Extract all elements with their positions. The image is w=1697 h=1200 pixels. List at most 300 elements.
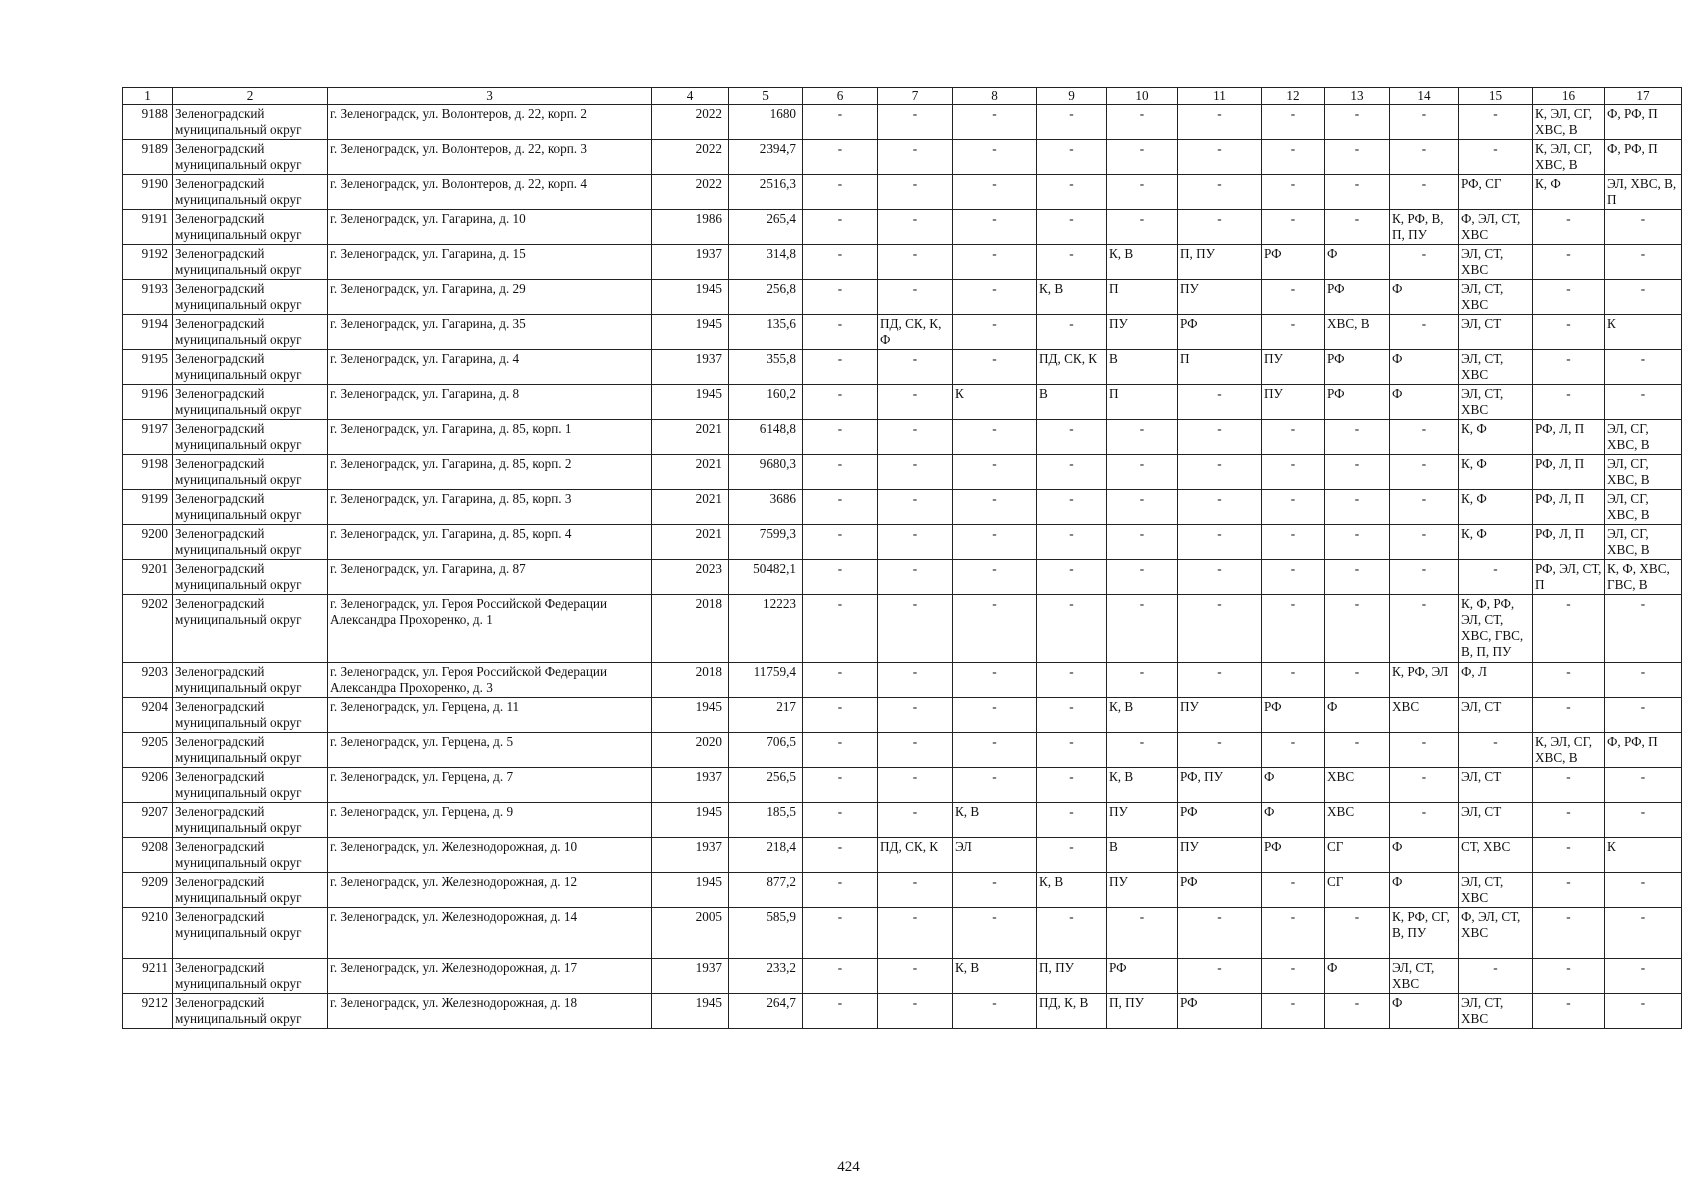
cell-col-13: СГ bbox=[1325, 838, 1390, 873]
cell-col-13: Ф bbox=[1325, 698, 1390, 733]
cell-col-17: К, Ф, ХВС, ГВС, В bbox=[1605, 560, 1682, 595]
cell-col-14: ХВС bbox=[1390, 698, 1459, 733]
cell-col-12: - bbox=[1262, 280, 1325, 315]
cell-col-8: - bbox=[953, 350, 1037, 385]
cell-col-6: - bbox=[803, 873, 878, 908]
cell-col-6: - bbox=[803, 663, 878, 698]
cell-col-17: ЭЛ, СГ, ХВС, В bbox=[1605, 420, 1682, 455]
cell-col-6: - bbox=[803, 908, 878, 959]
cell-col-4: 1945 bbox=[652, 280, 729, 315]
table-row bbox=[123, 959, 1682, 994]
cell-col-17: К bbox=[1605, 838, 1682, 873]
cell-col-9: - bbox=[1037, 175, 1107, 210]
cell-col-5: 2394,7 bbox=[729, 140, 803, 175]
cell-col-5: 12223 bbox=[729, 595, 803, 663]
cell-col-13: ХВС bbox=[1325, 768, 1390, 803]
cell-col-7: - bbox=[878, 175, 953, 210]
cell-col-11: - bbox=[1178, 595, 1262, 663]
cell-col-12: РФ bbox=[1262, 838, 1325, 873]
cell-col-12: Ф bbox=[1262, 768, 1325, 803]
cell-col-14: - bbox=[1390, 245, 1459, 280]
cell-col-11: - bbox=[1178, 560, 1262, 595]
cell-col-1: 9206 bbox=[123, 768, 173, 803]
cell-col-15: - bbox=[1459, 560, 1533, 595]
cell-col-8: - bbox=[953, 175, 1037, 210]
cell-col-17: - bbox=[1605, 350, 1682, 385]
cell-col-3: г. Зеленоградск, ул. Гагарина, д. 15 bbox=[328, 245, 652, 280]
cell-col-9: ПД, СК, К bbox=[1037, 350, 1107, 385]
cell-col-10: - bbox=[1107, 455, 1178, 490]
cell-col-4: 1937 bbox=[652, 245, 729, 280]
table-row bbox=[123, 490, 1682, 525]
cell-col-2: Зеленоградский муниципальный округ bbox=[173, 733, 328, 768]
cell-col-15: ЭЛ, СТ bbox=[1459, 803, 1533, 838]
cell-col-8: - bbox=[953, 245, 1037, 280]
cell-col-9: - bbox=[1037, 838, 1107, 873]
cell-col-14: - bbox=[1390, 490, 1459, 525]
cell-col-17: - bbox=[1605, 768, 1682, 803]
header-cell-10: 10 bbox=[1107, 88, 1178, 105]
cell-col-10: РФ bbox=[1107, 959, 1178, 994]
cell-col-4: 1945 bbox=[652, 698, 729, 733]
cell-col-1: 9193 bbox=[123, 280, 173, 315]
header-cell-7: 7 bbox=[878, 88, 953, 105]
table-row bbox=[123, 455, 1682, 490]
cell-col-9: - bbox=[1037, 490, 1107, 525]
cell-col-11: РФ bbox=[1178, 994, 1262, 1029]
cell-col-15: ЭЛ, СТ, ХВС bbox=[1459, 994, 1533, 1029]
cell-col-16: - bbox=[1533, 959, 1605, 994]
cell-col-3: г. Зеленоградск, ул. Гагарина, д. 85, корп. 4 bbox=[328, 525, 652, 560]
cell-col-13: - bbox=[1325, 733, 1390, 768]
cell-col-13: - bbox=[1325, 560, 1390, 595]
table-row bbox=[123, 733, 1682, 768]
cell-col-5: 2516,3 bbox=[729, 175, 803, 210]
header-cell-5: 5 bbox=[729, 88, 803, 105]
cell-col-5: 50482,1 bbox=[729, 560, 803, 595]
cell-col-16: - bbox=[1533, 698, 1605, 733]
cell-col-5: 6148,8 bbox=[729, 420, 803, 455]
cell-col-6: - bbox=[803, 838, 878, 873]
cell-col-6: - bbox=[803, 525, 878, 560]
cell-col-14: - bbox=[1390, 768, 1459, 803]
cell-col-6: - bbox=[803, 733, 878, 768]
cell-col-4: 2021 bbox=[652, 455, 729, 490]
table-row bbox=[123, 385, 1682, 420]
cell-col-4: 2022 bbox=[652, 140, 729, 175]
cell-col-5: 264,7 bbox=[729, 994, 803, 1029]
cell-col-4: 1945 bbox=[652, 873, 729, 908]
cell-col-17: - bbox=[1605, 385, 1682, 420]
cell-col-1: 9197 bbox=[123, 420, 173, 455]
cell-col-6: - bbox=[803, 768, 878, 803]
cell-col-15: Ф, ЭЛ, СТ, ХВС bbox=[1459, 210, 1533, 245]
cell-col-10: - bbox=[1107, 175, 1178, 210]
cell-col-2: Зеленоградский муниципальный округ bbox=[173, 280, 328, 315]
cell-col-5: 135,6 bbox=[729, 315, 803, 350]
cell-col-14: - bbox=[1390, 140, 1459, 175]
cell-col-5: 314,8 bbox=[729, 245, 803, 280]
cell-col-10: ПУ bbox=[1107, 315, 1178, 350]
cell-col-9: - bbox=[1037, 315, 1107, 350]
cell-col-10: - bbox=[1107, 908, 1178, 959]
cell-col-4: 1937 bbox=[652, 768, 729, 803]
cell-col-10: - bbox=[1107, 140, 1178, 175]
cell-col-7: - bbox=[878, 803, 953, 838]
header-cell-8: 8 bbox=[953, 88, 1037, 105]
table-row bbox=[123, 420, 1682, 455]
cell-col-14: - bbox=[1390, 525, 1459, 560]
cell-col-9: - bbox=[1037, 105, 1107, 140]
header-cell-2: 2 bbox=[173, 88, 328, 105]
cell-col-3: г. Зеленоградск, ул. Железнодорожная, д. 14 bbox=[328, 908, 652, 959]
cell-col-13: - bbox=[1325, 525, 1390, 560]
cell-col-12: - bbox=[1262, 663, 1325, 698]
cell-col-16: - bbox=[1533, 385, 1605, 420]
cell-col-3: г. Зеленоградск, ул. Гагарина, д. 4 bbox=[328, 350, 652, 385]
cell-col-4: 2020 bbox=[652, 733, 729, 768]
header-cell-6: 6 bbox=[803, 88, 878, 105]
cell-col-6: - bbox=[803, 959, 878, 994]
cell-col-9: - bbox=[1037, 525, 1107, 560]
table-row bbox=[123, 873, 1682, 908]
cell-col-5: 233,2 bbox=[729, 959, 803, 994]
cell-col-4: 1937 bbox=[652, 838, 729, 873]
header-cell-15: 15 bbox=[1459, 88, 1533, 105]
cell-col-8: - bbox=[953, 315, 1037, 350]
cell-col-2: Зеленоградский муниципальный округ bbox=[173, 873, 328, 908]
cell-col-7: - bbox=[878, 873, 953, 908]
cell-col-15: РФ, СГ bbox=[1459, 175, 1533, 210]
cell-col-5: 256,5 bbox=[729, 768, 803, 803]
cell-col-5: 9680,3 bbox=[729, 455, 803, 490]
cell-col-15: СТ, ХВС bbox=[1459, 838, 1533, 873]
cell-col-15: ЭЛ, СТ, ХВС bbox=[1459, 280, 1533, 315]
cell-col-12: - bbox=[1262, 525, 1325, 560]
cell-col-17: - bbox=[1605, 595, 1682, 663]
cell-col-16: К, ЭЛ, СГ, ХВС, В bbox=[1533, 105, 1605, 140]
table-row bbox=[123, 838, 1682, 873]
cell-col-11: - bbox=[1178, 105, 1262, 140]
cell-col-17: - bbox=[1605, 873, 1682, 908]
cell-col-7: - bbox=[878, 385, 953, 420]
table-row bbox=[123, 560, 1682, 595]
cell-col-11: РФ bbox=[1178, 873, 1262, 908]
cell-col-4: 1945 bbox=[652, 315, 729, 350]
table-row bbox=[123, 315, 1682, 350]
cell-col-16: - bbox=[1533, 245, 1605, 280]
cell-col-16: К, Ф bbox=[1533, 175, 1605, 210]
table-row bbox=[123, 105, 1682, 140]
cell-col-1: 9191 bbox=[123, 210, 173, 245]
cell-col-10: - bbox=[1107, 595, 1178, 663]
cell-col-9: К, В bbox=[1037, 280, 1107, 315]
cell-col-7: - bbox=[878, 350, 953, 385]
cell-col-8: - bbox=[953, 455, 1037, 490]
cell-col-10: П, ПУ bbox=[1107, 994, 1178, 1029]
cell-col-16: - bbox=[1533, 315, 1605, 350]
cell-col-11: - bbox=[1178, 490, 1262, 525]
cell-col-17: ЭЛ, СГ, ХВС, В bbox=[1605, 455, 1682, 490]
cell-col-7: - bbox=[878, 105, 953, 140]
cell-col-16: РФ, ЭЛ, СТ, П bbox=[1533, 560, 1605, 595]
cell-col-2: Зеленоградский муниципальный округ bbox=[173, 175, 328, 210]
cell-col-16: - bbox=[1533, 908, 1605, 959]
cell-col-12: РФ bbox=[1262, 245, 1325, 280]
cell-col-4: 2018 bbox=[652, 595, 729, 663]
cell-col-2: Зеленоградский муниципальный округ bbox=[173, 490, 328, 525]
cell-col-8: ЭЛ bbox=[953, 838, 1037, 873]
cell-col-1: 9194 bbox=[123, 315, 173, 350]
cell-col-1: 9210 bbox=[123, 908, 173, 959]
table-row bbox=[123, 908, 1682, 959]
cell-col-8: - bbox=[953, 873, 1037, 908]
cell-col-17: ЭЛ, СГ, ХВС, В bbox=[1605, 490, 1682, 525]
cell-col-1: 9207 bbox=[123, 803, 173, 838]
cell-col-8: К, В bbox=[953, 803, 1037, 838]
cell-col-3: г. Зеленоградск, ул. Гагарина, д. 10 bbox=[328, 210, 652, 245]
cell-col-12: - bbox=[1262, 490, 1325, 525]
cell-col-6: - bbox=[803, 490, 878, 525]
cell-col-13: ХВС, В bbox=[1325, 315, 1390, 350]
cell-col-2: Зеленоградский муниципальный округ bbox=[173, 595, 328, 663]
table-row bbox=[123, 175, 1682, 210]
cell-col-7: - bbox=[878, 994, 953, 1029]
cell-col-7: - bbox=[878, 525, 953, 560]
cell-col-9: - bbox=[1037, 908, 1107, 959]
cell-col-4: 1937 bbox=[652, 350, 729, 385]
cell-col-17: - bbox=[1605, 698, 1682, 733]
cell-col-10: К, В bbox=[1107, 698, 1178, 733]
cell-col-6: - bbox=[803, 803, 878, 838]
cell-col-9: - bbox=[1037, 420, 1107, 455]
table-row bbox=[123, 210, 1682, 245]
cell-col-1: 9196 bbox=[123, 385, 173, 420]
cell-col-1: 9190 bbox=[123, 175, 173, 210]
cell-col-16: - bbox=[1533, 873, 1605, 908]
cell-col-15: ЭЛ, СТ, ХВС bbox=[1459, 350, 1533, 385]
cell-col-11: РФ bbox=[1178, 315, 1262, 350]
cell-col-9: - bbox=[1037, 698, 1107, 733]
cell-col-1: 9189 bbox=[123, 140, 173, 175]
cell-col-13: - bbox=[1325, 595, 1390, 663]
cell-col-4: 1986 bbox=[652, 210, 729, 245]
cell-col-8: - bbox=[953, 280, 1037, 315]
cell-col-12: - bbox=[1262, 873, 1325, 908]
cell-col-5: 185,5 bbox=[729, 803, 803, 838]
cell-col-4: 1945 bbox=[652, 385, 729, 420]
register-table bbox=[122, 87, 1682, 1029]
cell-col-5: 160,2 bbox=[729, 385, 803, 420]
cell-col-17: - bbox=[1605, 803, 1682, 838]
table-row bbox=[123, 994, 1682, 1029]
cell-col-11: РФ bbox=[1178, 803, 1262, 838]
cell-col-16: РФ, Л, П bbox=[1533, 455, 1605, 490]
cell-col-8: - bbox=[953, 210, 1037, 245]
cell-col-13: РФ bbox=[1325, 280, 1390, 315]
cell-col-1: 9202 bbox=[123, 595, 173, 663]
cell-col-6: - bbox=[803, 595, 878, 663]
cell-col-3: г. Зеленоградск, ул. Гагарина, д. 85, корп. 1 bbox=[328, 420, 652, 455]
table-body bbox=[123, 88, 1682, 1029]
cell-col-13: - bbox=[1325, 490, 1390, 525]
table-row bbox=[123, 280, 1682, 315]
cell-col-13: РФ bbox=[1325, 385, 1390, 420]
cell-col-16: РФ, Л, П bbox=[1533, 490, 1605, 525]
cell-col-4: 2021 bbox=[652, 420, 729, 455]
cell-col-14: Ф bbox=[1390, 873, 1459, 908]
cell-col-13: - bbox=[1325, 210, 1390, 245]
cell-col-4: 2023 bbox=[652, 560, 729, 595]
cell-col-6: - bbox=[803, 420, 878, 455]
cell-col-6: - bbox=[803, 105, 878, 140]
cell-col-3: г. Зеленоградск, ул. Железнодорожная, д. 17 bbox=[328, 959, 652, 994]
cell-col-17: - bbox=[1605, 908, 1682, 959]
cell-col-2: Зеленоградский муниципальный округ bbox=[173, 994, 328, 1029]
cell-col-5: 218,4 bbox=[729, 838, 803, 873]
cell-col-7: - bbox=[878, 280, 953, 315]
cell-col-13: - bbox=[1325, 420, 1390, 455]
cell-col-8: - bbox=[953, 768, 1037, 803]
cell-col-5: 217 bbox=[729, 698, 803, 733]
cell-col-14: Ф bbox=[1390, 838, 1459, 873]
cell-col-3: г. Зеленоградск, ул. Волонтеров, д. 22, корп. 4 bbox=[328, 175, 652, 210]
cell-col-15: ЭЛ, СТ bbox=[1459, 315, 1533, 350]
header-cell-12: 12 bbox=[1262, 88, 1325, 105]
cell-col-1: 9203 bbox=[123, 663, 173, 698]
cell-col-14: К, РФ, СГ, В, ПУ bbox=[1390, 908, 1459, 959]
cell-col-11: РФ, ПУ bbox=[1178, 768, 1262, 803]
cell-col-14: К, РФ, В, П, ПУ bbox=[1390, 210, 1459, 245]
header-cell-14: 14 bbox=[1390, 88, 1459, 105]
cell-col-14: - bbox=[1390, 420, 1459, 455]
cell-col-1: 9212 bbox=[123, 994, 173, 1029]
cell-col-3: г. Зеленоградск, ул. Герцена, д. 9 bbox=[328, 803, 652, 838]
cell-col-3: г. Зеленоградск, ул. Героя Российской Федерации Александра Прохоренко, д. 3 bbox=[328, 663, 652, 698]
header-cell-13: 13 bbox=[1325, 88, 1390, 105]
cell-col-2: Зеленоградский муниципальный округ bbox=[173, 245, 328, 280]
cell-col-8: - bbox=[953, 908, 1037, 959]
cell-col-2: Зеленоградский муниципальный округ bbox=[173, 560, 328, 595]
cell-col-6: - bbox=[803, 994, 878, 1029]
cell-col-10: П bbox=[1107, 385, 1178, 420]
table-row bbox=[123, 245, 1682, 280]
cell-col-12: - bbox=[1262, 733, 1325, 768]
cell-col-9: - bbox=[1037, 595, 1107, 663]
cell-col-7: - bbox=[878, 455, 953, 490]
cell-col-7: - bbox=[878, 733, 953, 768]
cell-col-5: 355,8 bbox=[729, 350, 803, 385]
cell-col-7: - bbox=[878, 959, 953, 994]
cell-col-16: - bbox=[1533, 663, 1605, 698]
cell-col-9: - bbox=[1037, 663, 1107, 698]
cell-col-13: РФ bbox=[1325, 350, 1390, 385]
cell-col-3: г. Зеленоградск, ул. Железнодорожная, д. 18 bbox=[328, 994, 652, 1029]
cell-col-7: - bbox=[878, 663, 953, 698]
cell-col-6: - bbox=[803, 280, 878, 315]
cell-col-2: Зеленоградский муниципальный округ bbox=[173, 210, 328, 245]
cell-col-7: - bbox=[878, 140, 953, 175]
cell-col-15: ЭЛ, СТ, ХВС bbox=[1459, 385, 1533, 420]
cell-col-7: - bbox=[878, 698, 953, 733]
cell-col-5: 265,4 bbox=[729, 210, 803, 245]
cell-col-10: - bbox=[1107, 733, 1178, 768]
cell-col-1: 9209 bbox=[123, 873, 173, 908]
cell-col-5: 256,8 bbox=[729, 280, 803, 315]
cell-col-1: 9205 bbox=[123, 733, 173, 768]
cell-col-8: - bbox=[953, 105, 1037, 140]
cell-col-13: ХВС bbox=[1325, 803, 1390, 838]
header-cell-9: 9 bbox=[1037, 88, 1107, 105]
cell-col-16: - bbox=[1533, 280, 1605, 315]
cell-col-9: П, ПУ bbox=[1037, 959, 1107, 994]
cell-col-3: г. Зеленоградск, ул. Героя Российской Федерации Александра Прохоренко, д. 1 bbox=[328, 595, 652, 663]
cell-col-15: ЭЛ, СТ, ХВС bbox=[1459, 873, 1533, 908]
cell-col-6: - bbox=[803, 350, 878, 385]
cell-col-3: г. Зеленоградск, ул. Железнодорожная, д. 10 bbox=[328, 838, 652, 873]
cell-col-5: 706,5 bbox=[729, 733, 803, 768]
cell-col-1: 9192 bbox=[123, 245, 173, 280]
cell-col-10: - bbox=[1107, 420, 1178, 455]
cell-col-17: - bbox=[1605, 245, 1682, 280]
table-row bbox=[123, 768, 1682, 803]
cell-col-7: - bbox=[878, 908, 953, 959]
header-cell-17: 17 bbox=[1605, 88, 1682, 105]
cell-col-4: 2022 bbox=[652, 175, 729, 210]
cell-col-7: ПД, СК, К bbox=[878, 838, 953, 873]
cell-col-5: 1680 bbox=[729, 105, 803, 140]
cell-col-7: ПД, СК, К, Ф bbox=[878, 315, 953, 350]
cell-col-2: Зеленоградский муниципальный округ bbox=[173, 455, 328, 490]
cell-col-12: - bbox=[1262, 908, 1325, 959]
header-cell-3: 3 bbox=[328, 88, 652, 105]
cell-col-12: - bbox=[1262, 315, 1325, 350]
cell-col-10: В bbox=[1107, 350, 1178, 385]
cell-col-15: К, Ф, РФ, ЭЛ, СТ, ХВС, ГВС, В, П, ПУ bbox=[1459, 595, 1533, 663]
cell-col-11: - bbox=[1178, 210, 1262, 245]
cell-col-16: - bbox=[1533, 768, 1605, 803]
cell-col-9: - bbox=[1037, 455, 1107, 490]
cell-col-10: П bbox=[1107, 280, 1178, 315]
cell-col-5: 7599,3 bbox=[729, 525, 803, 560]
cell-col-11: П, ПУ bbox=[1178, 245, 1262, 280]
cell-col-16: - bbox=[1533, 210, 1605, 245]
cell-col-13: - bbox=[1325, 140, 1390, 175]
cell-col-10: - bbox=[1107, 105, 1178, 140]
cell-col-11: ПУ bbox=[1178, 698, 1262, 733]
cell-col-16: - bbox=[1533, 994, 1605, 1029]
cell-col-1: 9201 bbox=[123, 560, 173, 595]
cell-col-14: - bbox=[1390, 560, 1459, 595]
header-cell-4: 4 bbox=[652, 88, 729, 105]
cell-col-17: - bbox=[1605, 959, 1682, 994]
table-row bbox=[123, 525, 1682, 560]
cell-col-12: - bbox=[1262, 560, 1325, 595]
cell-col-7: - bbox=[878, 595, 953, 663]
cell-col-11: - bbox=[1178, 455, 1262, 490]
cell-col-8: - bbox=[953, 698, 1037, 733]
cell-col-4: 1945 bbox=[652, 803, 729, 838]
cell-col-11: ПУ bbox=[1178, 280, 1262, 315]
cell-col-16: - bbox=[1533, 595, 1605, 663]
cell-col-5: 3686 bbox=[729, 490, 803, 525]
cell-col-7: - bbox=[878, 768, 953, 803]
cell-col-3: г. Зеленоградск, ул. Гагарина, д. 29 bbox=[328, 280, 652, 315]
cell-col-17: - bbox=[1605, 663, 1682, 698]
cell-col-11: ПУ bbox=[1178, 838, 1262, 873]
cell-col-6: - bbox=[803, 175, 878, 210]
cell-col-3: г. Зеленоградск, ул. Волонтеров, д. 22, корп. 3 bbox=[328, 140, 652, 175]
